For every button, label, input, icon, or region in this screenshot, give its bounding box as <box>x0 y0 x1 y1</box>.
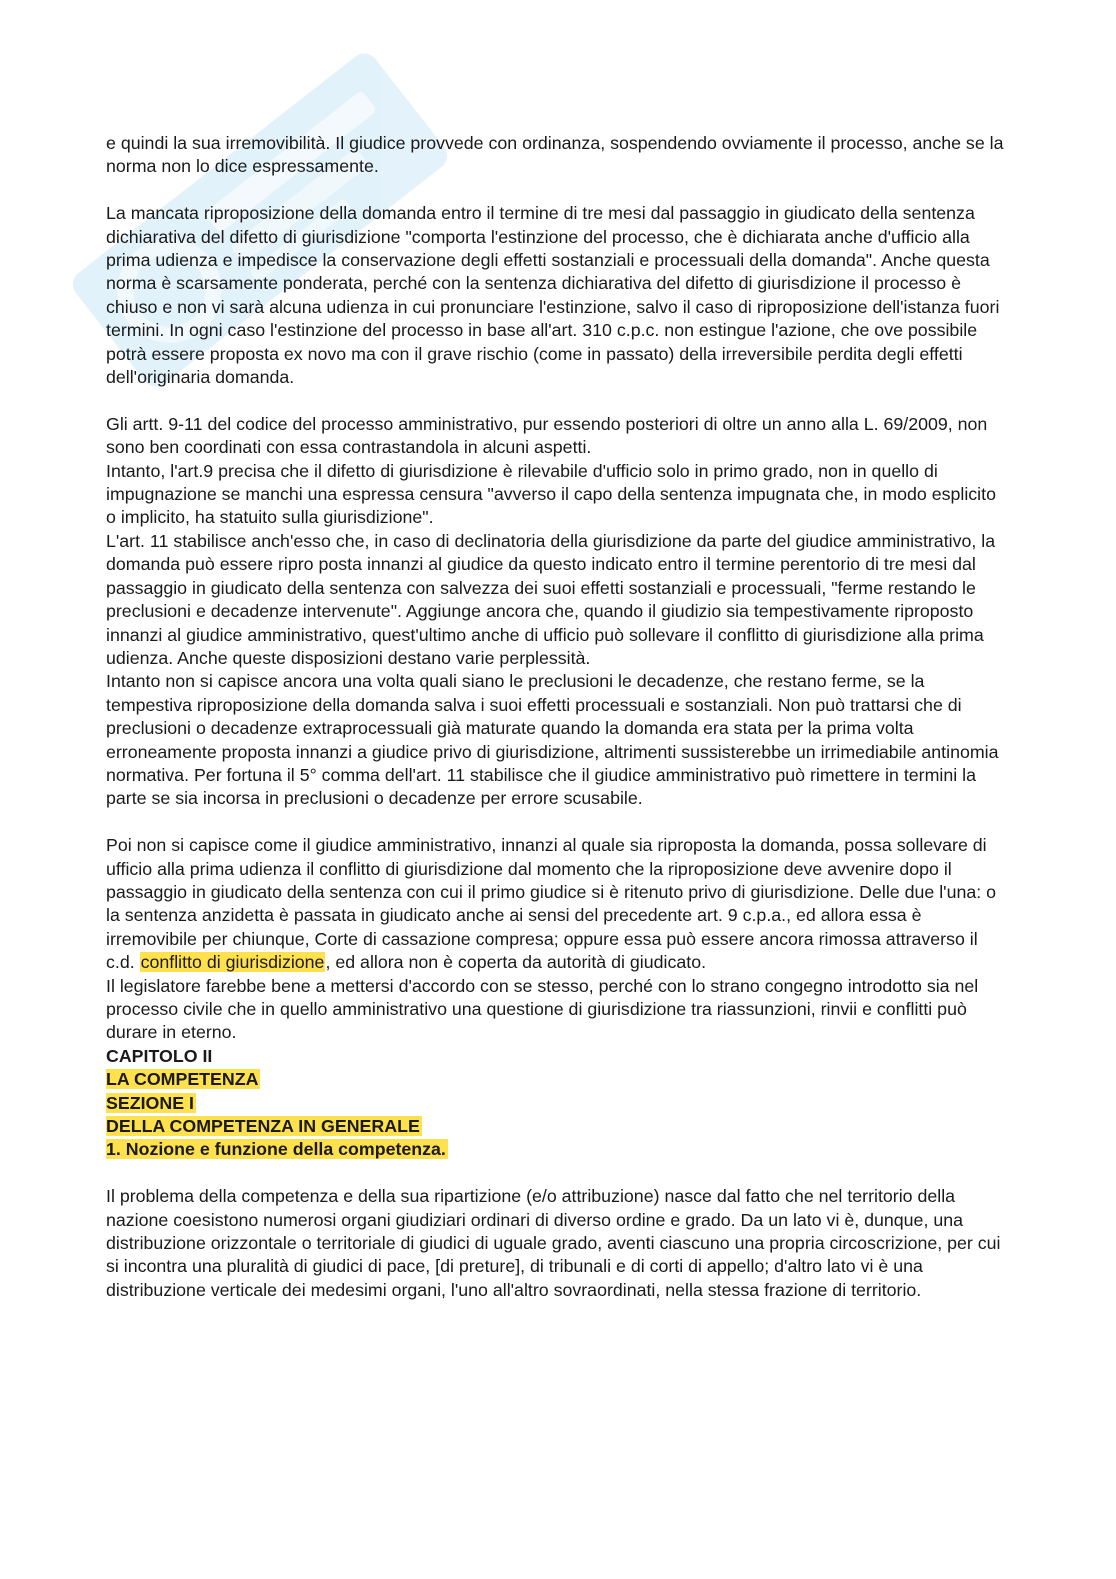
section-heading <box>106 1092 1006 1115</box>
paragraph-gap <box>106 389 1006 412</box>
section-title <box>106 1115 1006 1138</box>
chapter-heading <box>106 1045 1006 1068</box>
section-number: SEZIONE I <box>106 1092 194 1113</box>
paragraph-4: Intanto, l'art.9 precisa che il difetto di giurisdizione è rilevabile d'ufficio solo in primo grado, non in quello di impugnazione se manchi una espressa censura "avverso il capo della sentenza impugnata che, in modo esplicito o implicito, ha statuito sulla giurisdizione". <box>106 460 996 528</box>
subsection-heading <box>106 1138 1006 1161</box>
paragraph-2: La mancata riproposizione della domanda entro il termine di tre mesi dal passaggio in giudicato della sentenza dichiarativa del difetto di giurisdizione "comporta l'estinzione del processo, che è dichiarata anche d'ufficio alla prima udienza e impedisce la conservazione degli effetti sostanziali e processuali della domanda". Anche questa norma è scarsamente ponderata, perché con la sentenza dichiarativa del difetto di giurisdizione il processo è chiuso e non vi sarà alcuna udienza in cui pronunciare l'estinzione, salvo il caso di riproposizione dell'istanza fuori termini. In ogni caso l'estinzione del processo in base all'art. 310 c.p.c. non estingue l'azione, che ove possibile potrà essere proposta ex novo ma con il grave rischio (come in passato) della irreversibile perdita degli effetti dell'originaria domanda. <box>106 203 1000 388</box>
paragraph-9: Il problema della competenza e della sua ripartizione (e/o attribuzione) nasce dal fatto che nel territorio della nazione coesistono numerosi organi giudiziari ordinari di diverso ordine e grado. Da un lato vi è, dunque, una distribuzione orizzontale o territoriale di giudici di uguale grado, aventi ciascuno una propria circoscrizione, per cui si incontra una pluralità di giudici di pace, [di preture], di tribunali e di corti di appello; d'altro lato vi è una distribuzione verticale dei medesimi organi, l'uno all'altro sovraordinati, nella stessa frazione di territorio. <box>106 1186 1001 1300</box>
paragraph-8: Il legislatore farebbe bene a mettersi d'accordo con se stesso, perché con lo strano congegno introdotto sia nel processo civile che in quello amministrativo una questione di giurisdizione tra riassunzioni, rinvii e conflitti può durare in eterno. <box>106 975 979 1043</box>
paragraph-3: Gli artt. 9-11 del codice del processo amministrativo, pur essendo posteriori di oltre un anno alla L. 69/2009, non sono ben coordinati con essa contrastandola in alcuni aspetti. <box>106 413 988 458</box>
paragraph-6: Intanto non si capisce ancora una volta quali siano le preclusioni le decadenze, che restano ferme, se la tempestiva riproposizione della domanda salva i suoi effetti processuali e sostanziali. Non può trattarsi che di preclusioni o decadenze extraprocessuali già maturate quando la domanda era stata per la prima volta erroneamente proposta innanzi a giudice privo di giurisdizione, altrimenti sussisterebbe un irrimediabile antinomia normativa. Per fortuna il 5° comma dell'art. 11 stabilisce che il giudice amministrativo può rimettere in termini la parte se sia incorsa in preclusioni o decadenze per errore scusabile. <box>106 671 999 809</box>
section-title-text: DELLA COMPETENZA IN GENERALE <box>106 1116 420 1137</box>
paragraph-5: L'art. 11 stabilisce anch'esso che, in caso di declinatoria della giurisdizione da parte del giudice amministrativo, la domanda può essere ripro posta innanzi al giudice da questo indicato entro il termine perentorio di tre mesi dal passaggio in giudicato della sentenza con salvezza dei suoi effetti sostanziali e processuali, "ferme restando le preclusioni e decadenze intervenute". Aggiunge ancora che, quando il giudizio sia tempestivamente riproposto innanzi al giudice amministrativo, quest'ultimo anche di ufficio può sollevare il conflitto di giurisdizione alla prima udienza. Anche queste disposizioni destano varie perplessità. <box>106 530 996 668</box>
paragraph-gap <box>106 811 1006 834</box>
chapter-title-text: LA COMPETENZA <box>106 1069 259 1090</box>
paragraph-7 <box>106 834 1006 974</box>
subsection-title-text: 1. Nozione e funzione della competenza. <box>106 1139 446 1160</box>
paragraph-7-text-start: Poi non si capisce come il giudice amministrativo, innanzi al quale sia riproposta la domanda, possa sollevare di ufficio alla prima udienza il conflitto di giurisdizione dal momento che la riproposizione deve avvenire dopo il passaggio in giudicato della sentenza con cui il primo giudice si è ritenuto privo di giurisdizione. Delle due l'una: o la sentenza anzidetta è passata in giudicato anche ai sensi del precedente art. 9 c.p.a., ed allora essa è irremovibile per chiunque, Corte di cassazione compresa; oppure essa può essere ancora rimossa attraverso il c.d. <box>106 835 997 973</box>
paragraph-1: e quindi la sua irremovibilità. Il giudice provvede con ordinanza, sospendendo ovviamente il processo, anche se la norma non lo dice espressamente. <box>106 133 1004 177</box>
paragraph-gap <box>106 1162 1006 1185</box>
paragraph-7-text-end: , ed allora non è coperta da autorità di giudicato. <box>325 952 707 973</box>
document-page <box>106 132 1006 1302</box>
chapter-number: CAPITOLO II <box>106 1045 213 1066</box>
highlighted-term: conflitto di giurisdizione <box>140 952 325 973</box>
chapter-title <box>106 1068 1006 1091</box>
paragraph-gap <box>106 179 1006 202</box>
